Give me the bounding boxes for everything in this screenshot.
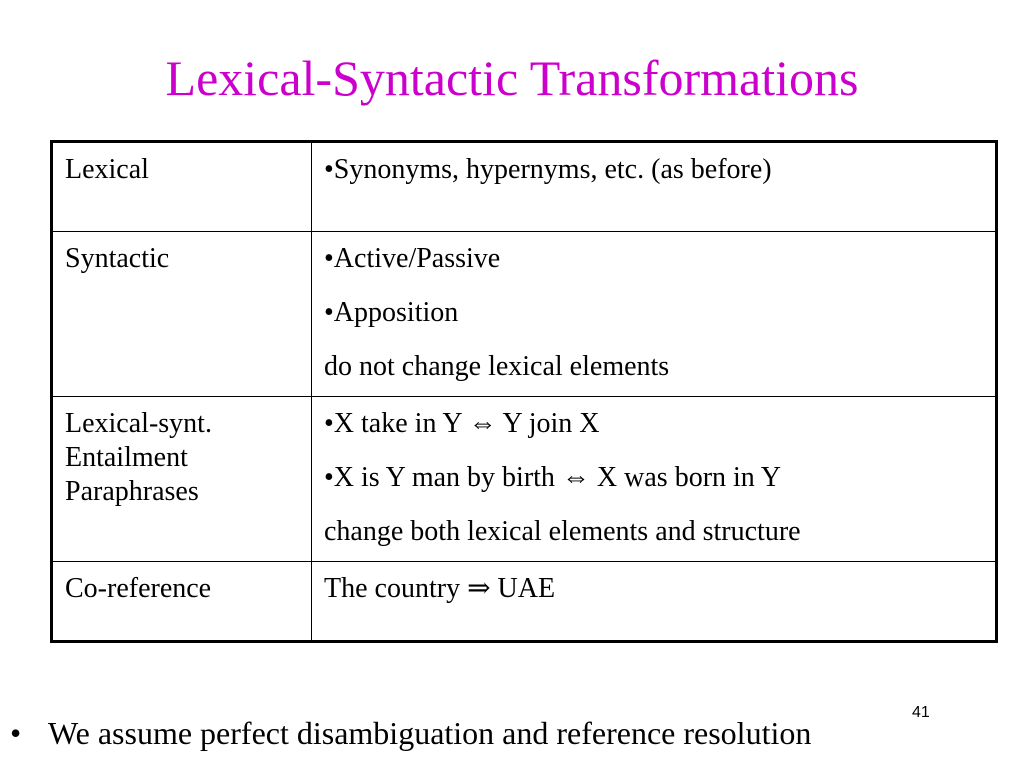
category-cell [52,232,312,397]
category-cell [52,562,312,642]
content-cell [312,232,997,397]
bullet-text: We assume perfect disambiguation and reference resolution [48,715,812,751]
content-line: •X is Y man by birth ⇔ X was born in Y [324,462,781,493]
content-cell [312,562,997,642]
bullet-marker: • [10,715,22,751]
content-line: •Active/Passive [324,243,501,274]
bullet-item [10,713,811,753]
table-row-lexical [52,142,997,232]
content-line: change both lexical elements and structure [324,516,801,547]
page-number: 41 [912,704,930,721]
category-label: Paraphrases [65,476,199,507]
content-line: The country ⇒ UAE [324,573,556,604]
content-line: •X take in Y ⇔ Y join X [324,408,600,439]
transformations-table [50,140,998,643]
category-label: Entailment [65,442,188,473]
slide-title: Lexical-Syntactic Transformations [165,50,859,106]
category-label: Lexical-synt. [65,408,212,439]
content-line: •Apposition [324,297,459,328]
category-cell [52,397,312,562]
category-label: Lexical [65,154,149,185]
content-line: do not change lexical elements [324,351,670,382]
table-row-lexical-synt [52,397,997,562]
category-cell [52,142,312,232]
category-label: Co-reference [65,573,212,604]
table-row-syntactic [52,232,997,397]
category-label: Syntactic [65,243,170,274]
content-cell [312,397,997,562]
content-cell [312,142,997,232]
table-row-co-reference [52,562,997,642]
content-line: •Synonyms, hypernyms, etc. (as before) [324,154,772,185]
